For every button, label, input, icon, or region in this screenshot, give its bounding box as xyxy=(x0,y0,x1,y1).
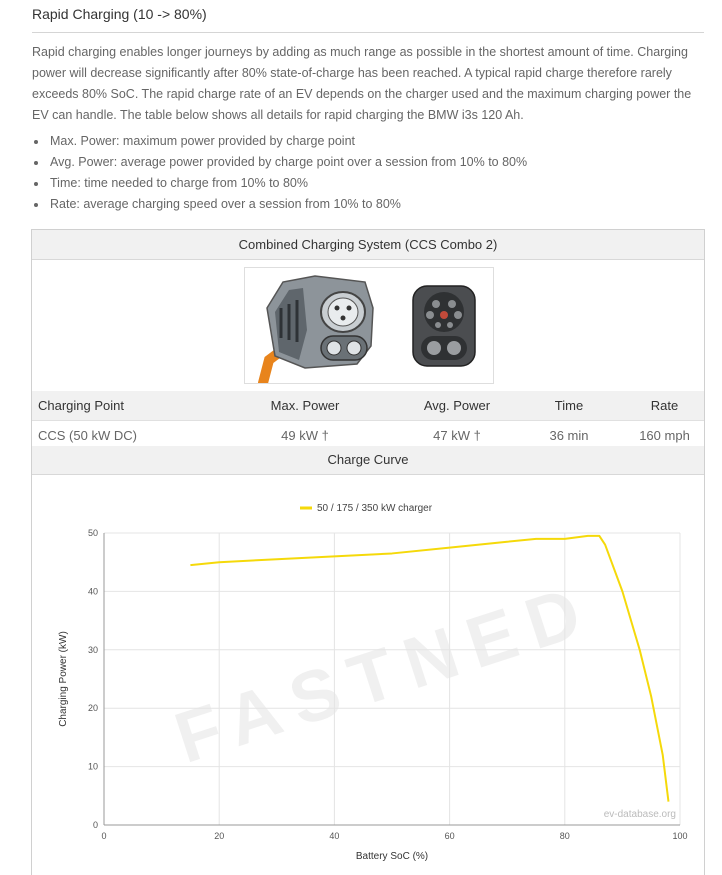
charge-curve-chart xyxy=(32,230,704,875)
list-item: • Avg. Power: average power provided by charge point over a session from 10% to 80% xyxy=(48,152,527,173)
y-tick-label: 50 xyxy=(87,528,98,538)
table-cell: 49 kW † xyxy=(209,421,401,451)
list-item: • Time: time needed to charge from 10% to 80% xyxy=(48,173,527,194)
column-header: Rate xyxy=(625,391,704,421)
charge-curve-title: Charge Curve xyxy=(32,446,704,475)
table-cell: CCS (50 kW DC) xyxy=(32,421,209,451)
x-tick-label: 20 xyxy=(214,831,225,841)
legend-label: 50 / 175 / 350 kW charger xyxy=(317,503,433,514)
definitions-list xyxy=(32,131,527,215)
table-cell: 47 kW † xyxy=(401,421,513,451)
x-axis-label: Battery SoC (%) xyxy=(355,851,429,862)
x-tick-label: 100 xyxy=(672,831,688,841)
y-tick-label: 0 xyxy=(92,820,98,830)
column-header: Max. Power xyxy=(209,391,401,421)
table-cell: 36 min xyxy=(513,421,625,451)
x-tick-label: 60 xyxy=(444,831,455,841)
source-note: ev-database.org xyxy=(603,809,676,820)
connector-title: Combined Charging System (CCS Combo 2) xyxy=(32,230,704,260)
x-tick-label: 0 xyxy=(101,831,107,841)
y-tick-label: 20 xyxy=(87,703,98,714)
rapid-charging-panel xyxy=(31,229,705,875)
section-title: Rapid Charging (10 -> 80%) xyxy=(32,6,207,22)
table-cell: 160 mph xyxy=(625,421,704,451)
y-tick-label: 10 xyxy=(87,761,98,772)
column-header: Charging Point xyxy=(32,391,209,421)
y-tick-label: 40 xyxy=(87,586,98,597)
y-axis-label: Charging Power (kW) xyxy=(58,631,69,727)
y-tick-label: 30 xyxy=(87,644,98,655)
x-tick-label: 40 xyxy=(329,831,340,841)
intro-paragraph: Rapid charging enables longer journeys by adding as much range as possible in the shortest amount of time. Charging power will decrease significantly after 80% state-of-charge has been reached. A typical rapid charge therefore rarely exceeds 80% SoC. The rapid charge rate of an EV depends on the charger used and the maximum charging power the EV can handle. The table below shows all details for rapid charging the BMW i3s 120 Ah. xyxy=(32,45,692,122)
column-header: Time xyxy=(513,391,625,421)
x-tick-label: 80 xyxy=(559,831,570,841)
list-item: • Rate: average charging speed over a session from 10% to 80% xyxy=(48,194,527,215)
list-item: • Max. Power: maximum power provided by charge point xyxy=(48,131,527,152)
column-header: Avg. Power xyxy=(401,391,513,421)
title-divider xyxy=(32,32,704,33)
watermark-text: FASTNED xyxy=(165,568,604,779)
